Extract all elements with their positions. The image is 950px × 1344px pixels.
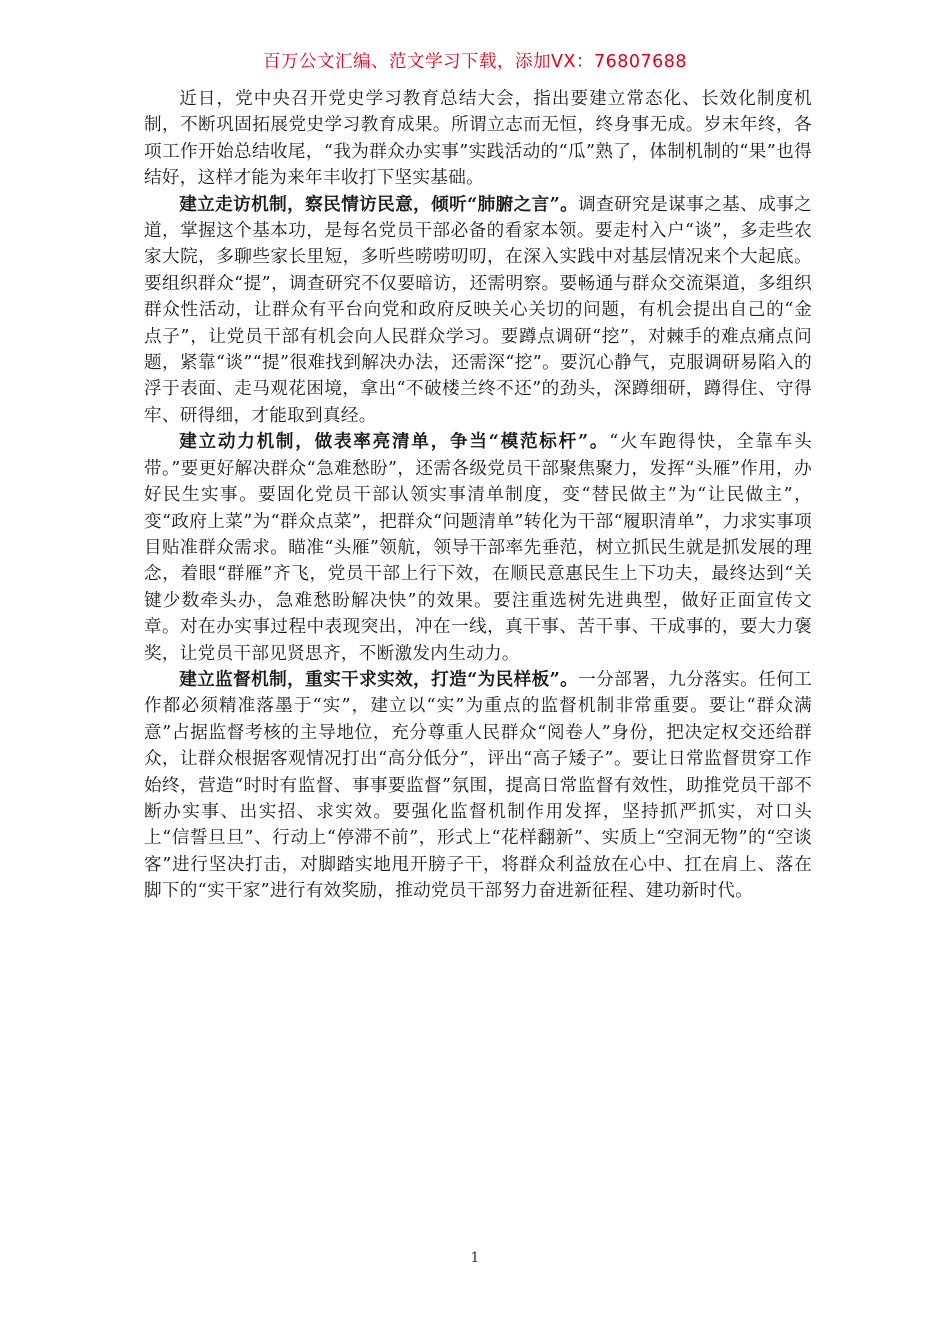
paragraph-heading: 建立监督机制，重实干求实效，打造“为民样板”。	[179, 668, 579, 690]
paragraph-text: 近日，党中央召开党史学习教育总结大会，指出要建立常态化、长效化制度机制，不断巩固拓展党史学习教育成果。所谓立志而无恒，终身事无成。岁末年终，各项工作开始总结收尾，“我为群众办实事”实践活动的“瓜”熟了，体制机制的“果”也得结好，这样才能为来年丰收打下坚实基础。	[144, 89, 812, 189]
paragraph-text: “火车跑得快，全靠车头带。”要更好解决群众“急难愁盼”，还需各级党员干部聚焦聚力，发挥“头雁”作用，办好民生实事。要固化党员干部认领实事清单制度，变“替民做主”为“让民做主”，变“政府上菜”为“群众点菜”，把群众“问题清单”转化为干部“履职清单”，力求实事项目贴准群众需求。瞄准“头雁”领航，领导干部率先垂范，树立抓民生就是抓发展的理念，着眼“群雁”齐飞，党员干部上行下效，在顺民意惠民生上下功夫，最终达到“关键少数牵头办，急难愁盼解决快”的效果。要注重选树先进典型，做好正面宣传文章。对在办实事过程中表现突出，冲在一线，真干事、苦干事、干成事的，要大力褒奖，让党员干部见贤思齐，不断激发内生动力。	[144, 432, 812, 664]
paragraph-visit-mechanism	[144, 192, 812, 430]
paragraph-intro	[144, 86, 812, 192]
paragraph-supervision-mechanism	[144, 667, 812, 905]
download-banner: 百万公文汇编、范文学习下载，添加VX：76807688	[262, 52, 688, 72]
page-number: 1	[470, 1250, 480, 1266]
paragraph-heading: 建立走访机制，察民情访民意，倾听“肺腑之言”。	[179, 193, 579, 215]
paragraph-motivation-mechanism	[144, 429, 812, 667]
paragraph-heading: 建立动力机制，做表率亮清单，争当“模范标杆”。	[179, 431, 610, 453]
paragraph-text: 一分部署，九分落实。任何工作都必须精准落墨于“实”，建立以“实”为重点的监督机制非常重要。要让“群众满意”占据监督考核的主导地位，充分尊重人民群众“阅卷人”身份，把决定权交还给群众，让群众根据客观情况打出“高分低分”，评出“高子矮子”。要让日常监督贯穿工作始终，营造“时时有监督、事事要监督”氛围，提高日常监督有效性，助推党员干部不断办实事、出实招、求实效。要强化监督机制作用发挥，坚持抓严抓实，对口头上“信誓旦旦”、行动上“停滞不前”，形式上“花样翻新”、实质上“空洞无物”的“空谈客”进行坚决打击，对脚踏实地甩开膀子干，将群众利益放在心中、扛在肩上、落在脚下的“实干家”进行有效奖励，推动党员干部努力奋进新征程、建功新时代。	[144, 669, 812, 902]
paragraph-text: 调查研究是谋事之基、成事之道，掌握这个基本功，是每名党员干部必备的看家本领。要走村入户“谈”，多走些农家大院，多聊些家长里短，多听些唠唠叨叨，在深入实践中对基层情况来个大起底。要组织群众“提”，调查研究不仅要暗访，还需明察。要畅通与群众交流渠道，多组织群众性活动，让群众有平台向党和政府反映关心关切的问题，有机会提出自己的“金点子”，让党员干部有机会向人民群众学习。要蹲点调研“挖”，对棘手的难点痛点问题，紧靠“谈”“提”很难找到解决办法，还需深“挖”。要沉心静气，克服调研易陷入的浮于表面、走马观花困境，拿出“不破楼兰终不还”的劲头，深蹲细研，蹲得住、守得牢、研得细，才能取到真经。	[144, 194, 812, 426]
document-body	[144, 86, 812, 905]
